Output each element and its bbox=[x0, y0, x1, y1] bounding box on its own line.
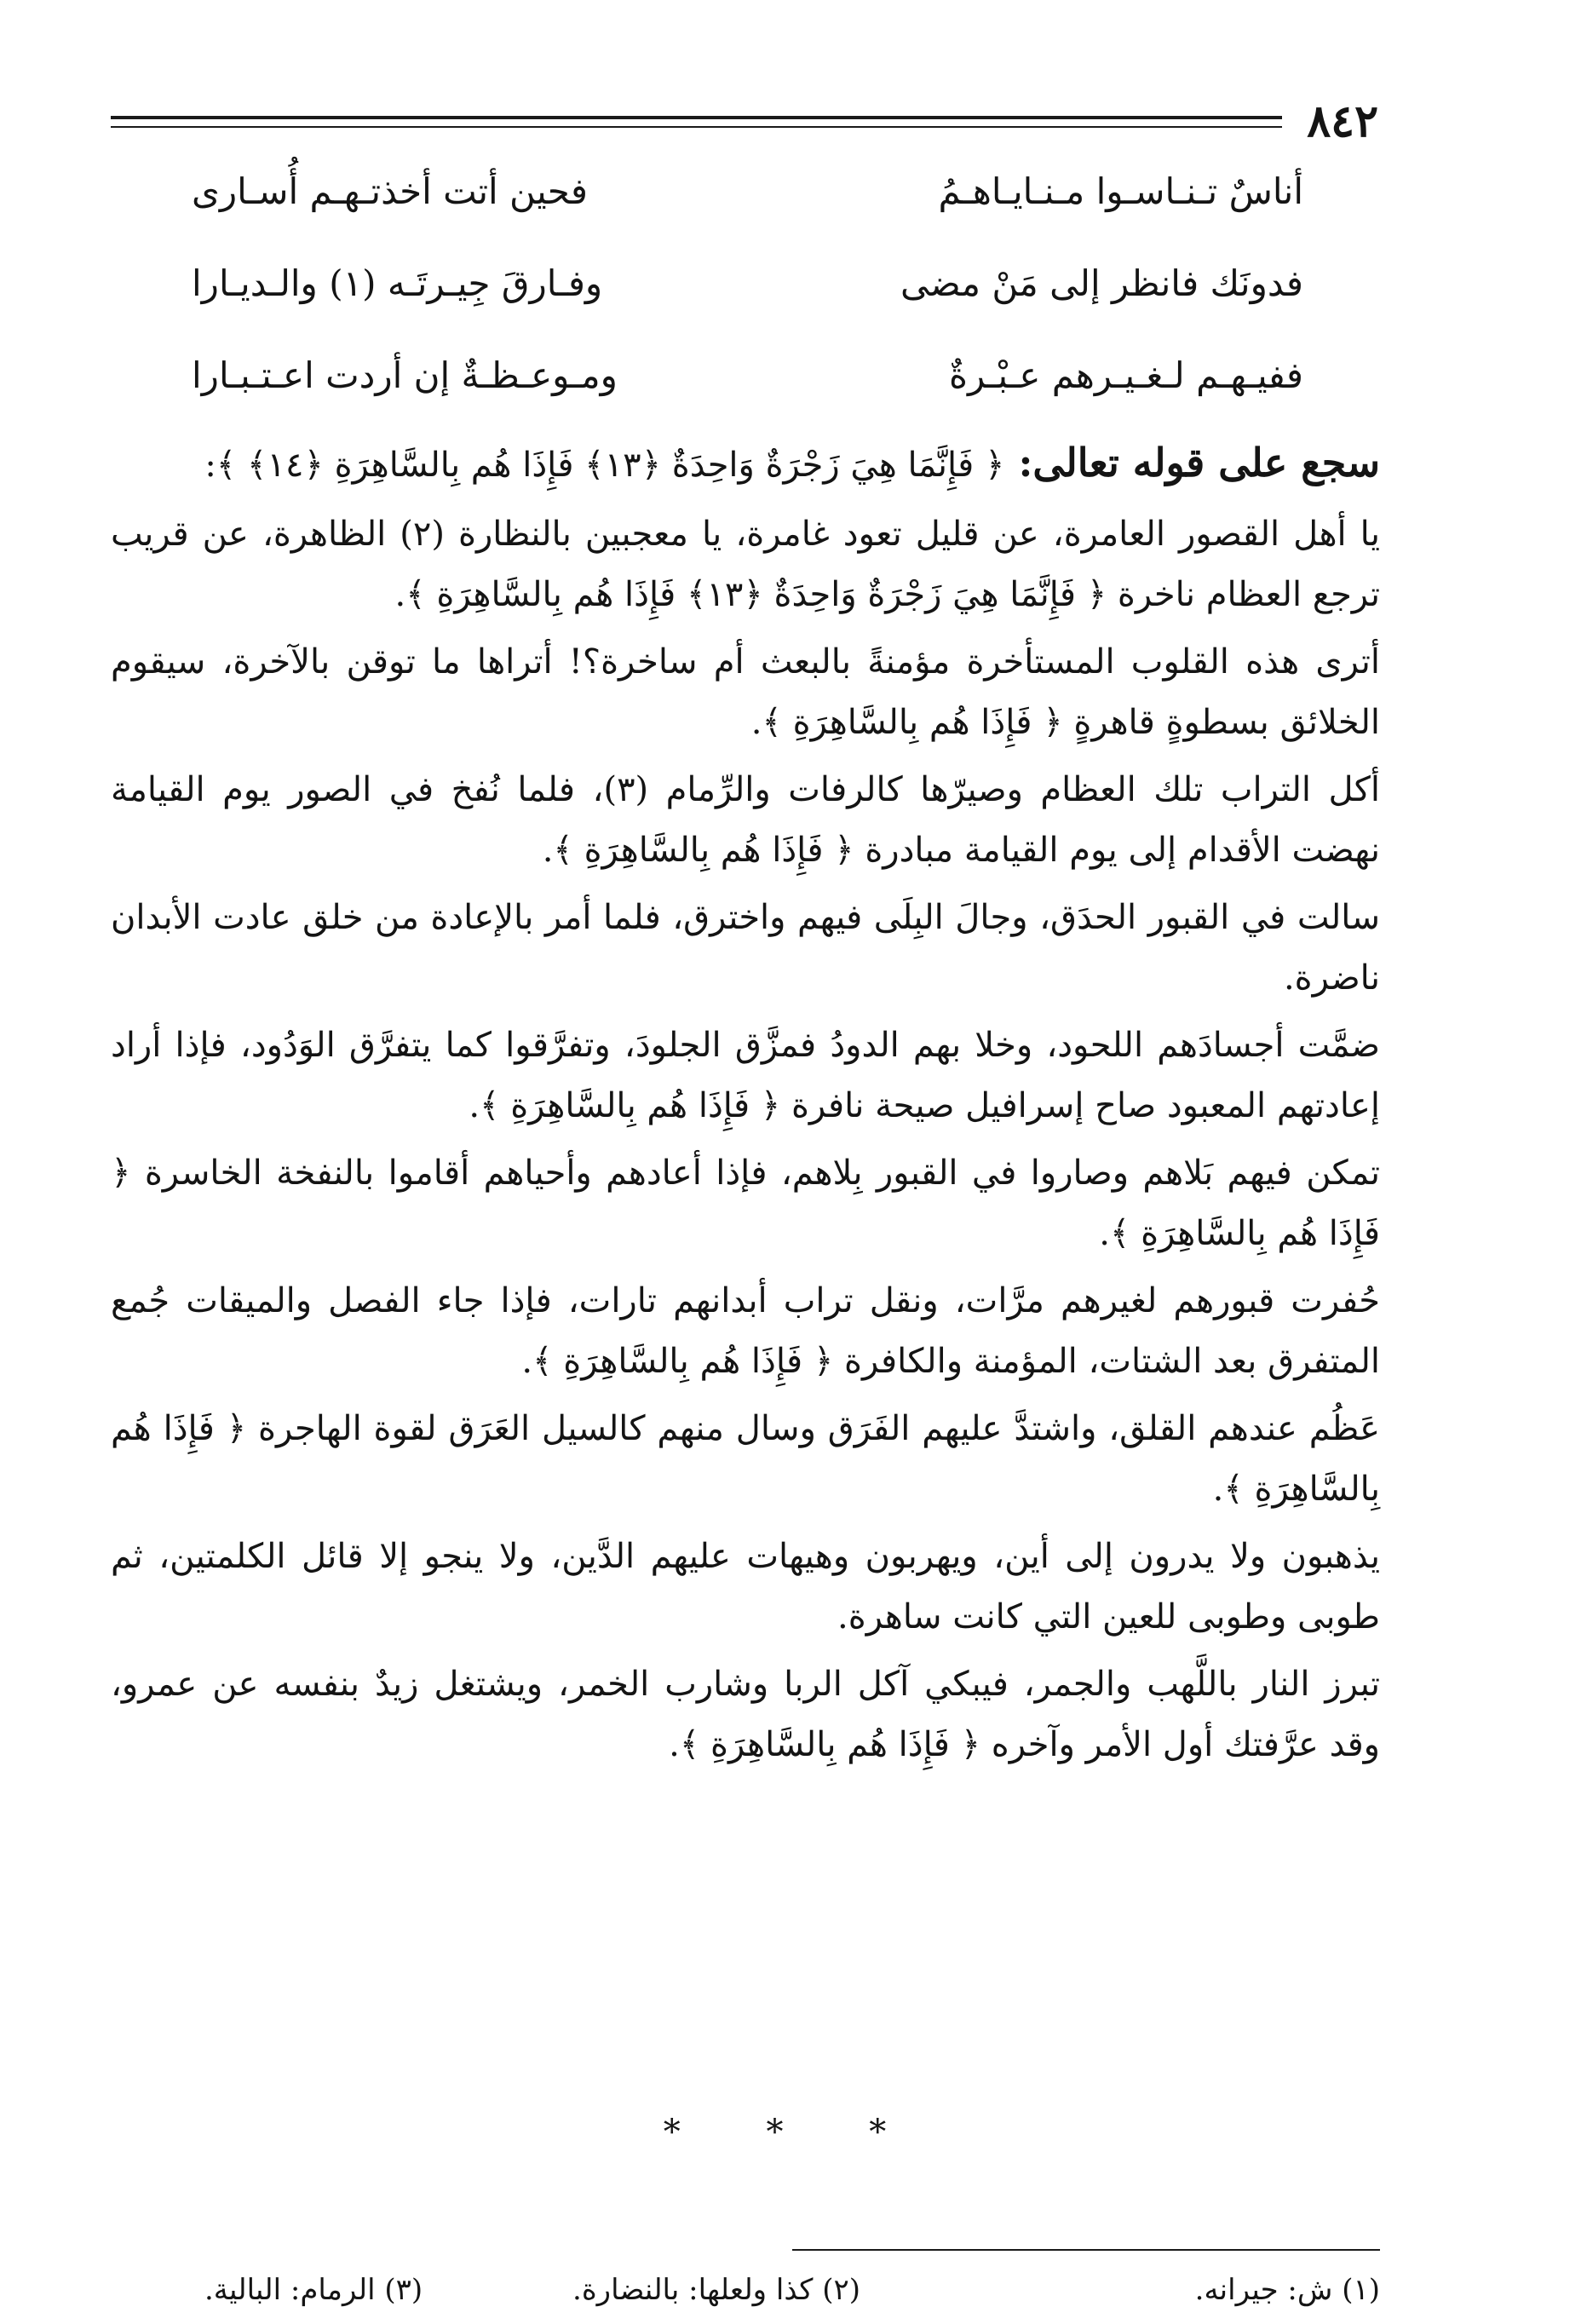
verse-line bbox=[192, 262, 1303, 354]
heading-ayah: ﴿ فَإِنَّمَا هِيَ زَجْرَةٌ وَاحِدَةٌ ﴿١٣﴾ فَإِذَا هُم بِالسَّاهِرَةِ ﴿١٤﴾ ﴾: bbox=[204, 446, 1005, 485]
verse-line bbox=[192, 170, 1303, 262]
header-rule-thin bbox=[111, 126, 1282, 128]
verse-first-hemistich: ففيـهـم لـغـيـرهم عـبْـرةٌ bbox=[948, 354, 1303, 396]
body-text bbox=[111, 430, 1380, 1782]
poetry-block bbox=[192, 170, 1303, 446]
paragraph: حُفرت قبورهم لغيرهم مرَّات، ونقل تراب أبدانهم تارات، فإذا جاء الفصل والميقات جُمع المتفرق بعد الشتات، المؤمنة والكافرة ﴿ فَإِذَا هُم بِالسَّاهِرَةِ ﴾. bbox=[111, 1281, 1380, 1381]
paragraph: أكل التراب تلك العظام وصيرّها كالرفات والرِّمام (٣)، فلما نُفخ في الصور يوم القيامة نهضت الأقدام إلى يوم القيامة مبادرة ﴿ فَإِذَا هُم بِالسَّاهِرَةِ ﴾. bbox=[111, 770, 1380, 870]
paragraph: تمكن فيهم بَلاهم وصاروا في القبور بِلاهم، فإذا أعادهم وأحياهم أقاموا بالنفخة الخاسرة ﴿ فَإِذَا هُم بِالسَّاهِرَةِ ﴾. bbox=[111, 1153, 1380, 1253]
paragraph: سالت في القبور الحدَق، وجالَ البِلَى فيهم واخترق، فلما أمر بالإعادة من خلق عادت الأبدان ناضرة. bbox=[111, 898, 1380, 998]
page-header bbox=[111, 95, 1378, 147]
verse-second-hemistich: ومـوعـظـةٌ إن أردت اعـتـبـارا bbox=[192, 354, 618, 396]
paragraph: أترى هذه القلوب المستأخرة مؤمنةً بالبعث أم ساخرة؟! أتراها ما توقن بالآخرة، سيقوم الخلائق بسطوةٍ قاهرةٍ ﴿ فَإِذَا هُم بِالسَّاهِرَةِ ﴾. bbox=[111, 642, 1380, 742]
footnote-3: (٣) الرمام: البالية. bbox=[204, 2273, 423, 2307]
section-heading bbox=[111, 430, 1380, 498]
paragraph: يذهبون ولا يدرون إلى أين، ويهربون وهيهات عليهم الدَّين، ولا ينجو إلا قائل الكلمتين، ثم طوبى وطوبى للعين التي كانت ساهرة. bbox=[111, 1537, 1380, 1637]
footnote-1: (١) ش: جيرانه. bbox=[1194, 2273, 1380, 2307]
verse-second-hemistich: فحين أتت أخذتـهـم أُسـارى bbox=[192, 170, 588, 212]
paragraph: تبرز النار باللَّهب والجمر، فيبكي آكل الربا وشارب الخمر، ويشتغل زيدٌ بنفسه عن عمرو، وقد عرَّفتك أول الأمر وآخره ﴿ فَإِذَا هُم بِالسَّاهِرَةِ ﴾. bbox=[111, 1665, 1380, 1764]
footnotes bbox=[111, 2273, 1380, 2315]
header-rule bbox=[111, 116, 1282, 119]
heading-prefix: سجع على قوله تعالى: bbox=[1018, 440, 1380, 486]
verse-first-hemistich: أناسٌ تـنـاسـوا مـنـايـاهـمُ bbox=[938, 170, 1303, 212]
page-number: ٨٤٢ bbox=[1307, 95, 1378, 147]
footnote-rule bbox=[792, 2249, 1380, 2251]
section-separator: * * * bbox=[663, 2113, 924, 2152]
verse-first-hemistich: فدونَك فانظر إلى مَنْ مضى bbox=[900, 262, 1303, 304]
footnote-2: (٢) كذا ولعلها: بالنضارة. bbox=[572, 2273, 860, 2307]
paragraph: عَظُم عندهم القلق، واشتدَّ عليهم الفَرَق وسال منهم كالسيل العَرَق لقوة الهاجرة ﴿ فَإِذَا هُم بِالسَّاهِرَةِ ﴾. bbox=[111, 1409, 1380, 1509]
paragraph: ضمَّت أجسادَهم اللحود، وخلا بهم الدودُ فمزَّق الجلودَ، وتفرَّقوا كما يتفرَّق الوَدُود، فإذا أراد إعادتهم المعبود صاح إسرافيل صيحة نافرة ﴿ فَإِذَا هُم بِالسَّاهِرَةِ ﴾. bbox=[111, 1026, 1380, 1125]
verse-second-hemistich: وفـارقَ جِيـرتَـه (١) والـديـارا bbox=[192, 262, 603, 304]
paragraph: يا أهل القصور العامرة، عن قليل تعود غامرة، يا معجبين بالنظارة (٢) الظاهرة، عن قريب ترجع العظام ناخرة ﴿ فَإِنَّمَا هِيَ زَجْرَةٌ وَاحِدَةٌ ﴿١٣﴾ فَإِذَا هُم بِالسَّاهِرَةِ ﴾. bbox=[111, 515, 1380, 614]
